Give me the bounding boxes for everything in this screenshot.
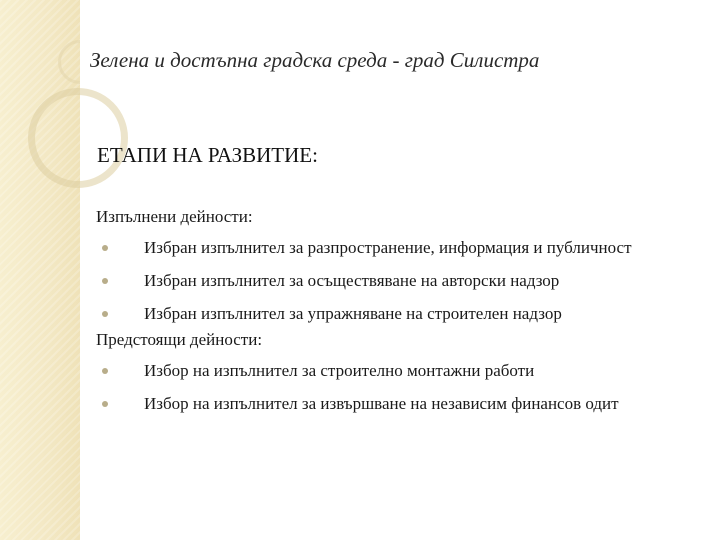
list-item-text: Избор на изпълнител за строително монтажни работи bbox=[144, 361, 535, 380]
decorative-side-band bbox=[0, 0, 80, 540]
list-item bbox=[96, 302, 696, 325]
bullet-icon bbox=[102, 368, 108, 374]
upcoming-activities-label: Предстоящи дейности: bbox=[96, 330, 263, 349]
upcoming-activities-list bbox=[96, 359, 696, 415]
list-item bbox=[96, 236, 696, 259]
completed-activities-label: Изпълнени дейности: bbox=[96, 207, 253, 226]
list-item-text: Избран изпълнител за упражняване на строителен надзор bbox=[144, 304, 562, 323]
list-item bbox=[96, 269, 696, 292]
bullet-icon bbox=[102, 245, 108, 251]
slide-content bbox=[96, 206, 696, 415]
bullet-icon bbox=[102, 401, 108, 407]
slide-title: Зелена и достъпна градска среда - град Силистра bbox=[90, 48, 540, 72]
section-heading: ЕТАПИ НА РАЗВИТИЕ: bbox=[97, 143, 318, 167]
bullet-icon bbox=[102, 311, 108, 317]
list-item-text: Избран изпълнител за разпространение, информация и публичност bbox=[144, 238, 632, 257]
bullet-icon bbox=[102, 278, 108, 284]
decorative-ring bbox=[28, 88, 128, 188]
list-item bbox=[96, 392, 696, 415]
list-item-text: Избран изпълнител за осъществяване на авторски надзор bbox=[144, 271, 560, 290]
list-item bbox=[96, 359, 696, 382]
completed-activities-list bbox=[96, 236, 696, 325]
list-item-text: Избор на изпълнител за извършване на независим финансов одит bbox=[144, 394, 619, 413]
